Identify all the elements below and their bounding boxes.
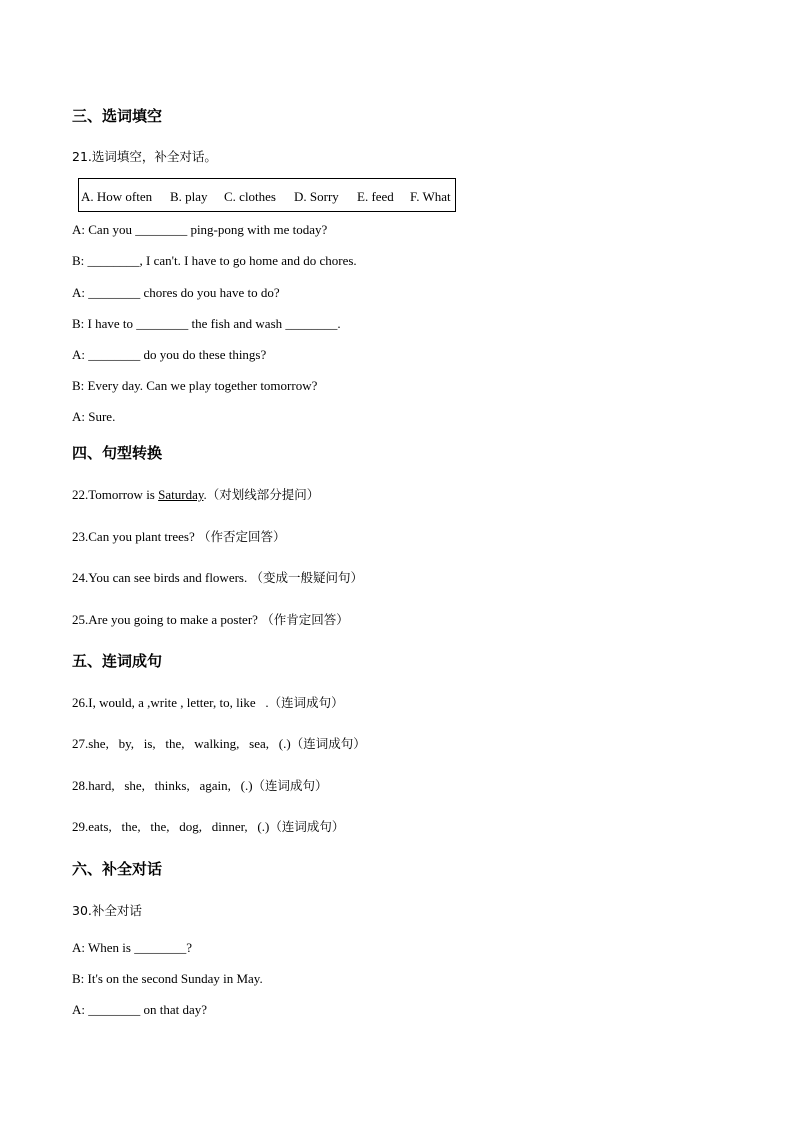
question-24-text: 24.You can see birds and flowers.: [72, 570, 251, 585]
question-22-suffix: .: [203, 487, 207, 502]
question-24: [72, 570, 363, 586]
section-heading-3: 三、选词填空: [72, 107, 163, 125]
instruction: （对划线部分提问）: [206, 487, 320, 502]
dialogue-line: A: ________ do you do these things?: [72, 347, 267, 362]
question-25-text: 25.Are you going to make a poster?: [72, 612, 262, 627]
dialogue-line: B: ________, I can't. I have to go home and do chores.: [72, 253, 357, 268]
question-23-text: 23.Can you plant trees?: [72, 529, 198, 544]
section-heading-4: 四、句型转换: [72, 444, 163, 462]
question-22-prefix: 22.Tomorrow is: [72, 487, 159, 502]
dialogue-line: A: ________ chores do you have to do?: [72, 285, 280, 300]
instruction: （连词成句）: [269, 819, 345, 834]
question-28: [72, 778, 328, 794]
instruction: （变成一般疑问句）: [250, 570, 363, 585]
dialogue-line: A: Can you ________ ping-pong with me today?: [72, 222, 328, 237]
section-heading-5: 五、连词成句: [72, 652, 163, 670]
options-box: [78, 178, 456, 212]
question-29-text: 29.eats, the, the, dog, dinner, (.): [72, 819, 270, 834]
dialogue-line: B: It's on the second Sunday in May.: [72, 971, 263, 986]
dialogue-line: A: ________ on that day?: [72, 1002, 208, 1017]
question-29: [72, 819, 344, 835]
question-21-intro: 21.选词填空，补全对话。: [72, 149, 217, 164]
instruction: （连词成句）: [268, 695, 344, 710]
underlined-word: Saturday: [158, 487, 204, 502]
option-e: E. feed: [357, 189, 394, 204]
option-c: C. clothes: [224, 189, 276, 204]
instruction: （作肯定回答）: [261, 612, 349, 627]
option-d: D. Sorry: [294, 189, 339, 204]
question-23: [72, 529, 286, 545]
dialogue-line: B: I have to ________ the fish and wash ________.: [72, 316, 341, 331]
dialogue-line: A: When is ________?: [72, 940, 192, 955]
question-27: [72, 736, 366, 752]
option-f: F. What: [410, 189, 451, 204]
section-heading-6: 六、补全对话: [72, 860, 163, 878]
dialogue-line: B: Every day. Can we play together tomorrow?: [72, 378, 318, 393]
question-30-intro: 30.补全对话: [72, 903, 142, 918]
question-27-text: 27.she, by, is, the, walking, sea, (.): [72, 736, 291, 751]
question-28-text: 28.hard, she, thinks, again, (.): [72, 778, 253, 793]
dialogue-line: A: Sure.: [72, 409, 116, 424]
question-26: [72, 695, 344, 711]
option-b: B. play: [170, 189, 208, 204]
question-26-text: 26.I, would, a ,write , letter, to, like .: [72, 695, 269, 710]
question-22: [72, 487, 319, 503]
instruction: （连词成句）: [290, 736, 366, 751]
option-a: A. How often: [81, 189, 153, 204]
instruction: （作否定回答）: [198, 529, 286, 544]
instruction: （连词成句）: [252, 778, 328, 793]
question-25: [72, 612, 349, 628]
